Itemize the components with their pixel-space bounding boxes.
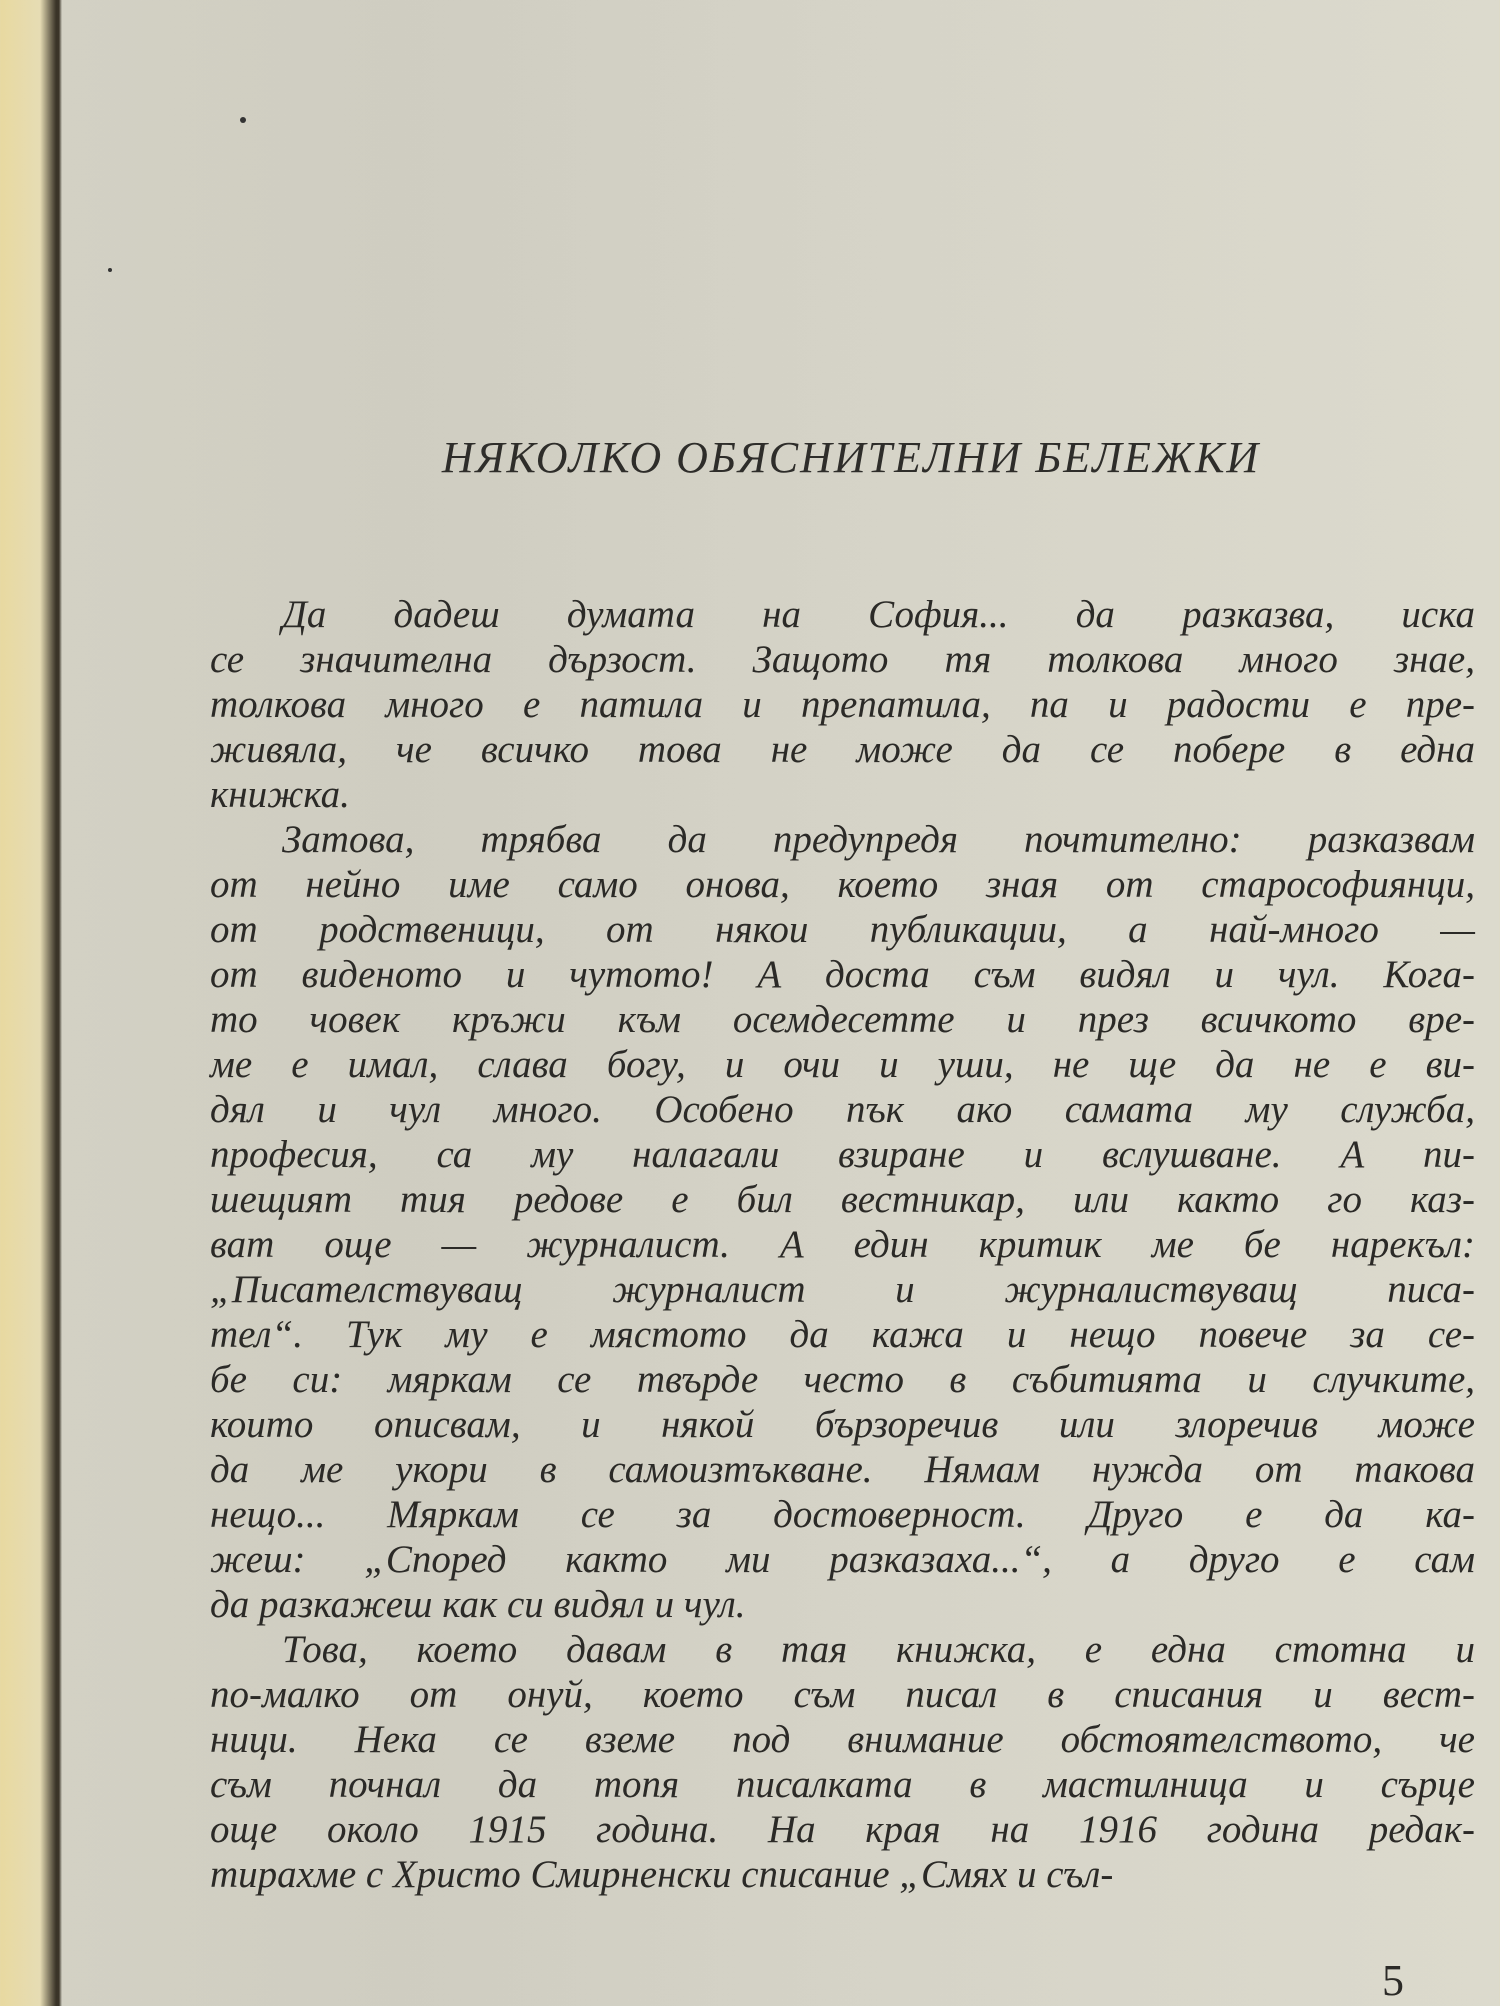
body-text: [210, 592, 1475, 1897]
text-line: които описвам, и някой бързоречив или злоречив може: [210, 1403, 1475, 1446]
text-line: съм почнал да топя писалката в мастилница и сърце: [210, 1763, 1475, 1806]
text-line: Това, което давам в тая книжка, е една стотна и: [282, 1628, 1475, 1671]
text-line: шещият тия редове е бил вестникар, или както го каз-: [210, 1178, 1475, 1221]
text-line: нещо... Мяркам се за достоверност. Друго е да ка-: [210, 1493, 1475, 1536]
text-line: дял и чул много. Особено пък ако самата му служба,: [210, 1088, 1475, 1131]
chapter-title: НЯКОЛКО ОБЯСНИТЕЛНИ БЕЛЕЖКИ: [441, 433, 1261, 482]
text-line: по-малко от онуй, което съм писал в списания и вест-: [210, 1673, 1475, 1716]
text-line: тел“. Тук му е мястото да кажа и нещо повече за се-: [210, 1313, 1475, 1356]
text-line: от родственици, от някои публикации, а най-много —: [210, 908, 1475, 951]
text-line: то човек кръжи към осемдесетте и през всичкото вре-: [210, 998, 1475, 1041]
text-line: живяла, че всичко това не може да се побере в една: [210, 728, 1475, 771]
text-line: ват още — журналист. А един критик ме бе нарекъл:: [210, 1223, 1475, 1266]
text-line: да разкажеш как си видял и чул.: [210, 1583, 746, 1626]
ink-speck: [240, 117, 246, 123]
text-line: още около 1915 година. На края на 1916 година редак-: [210, 1808, 1475, 1851]
text-line: професия, са му налагали взиране и вслушване. А пи-: [210, 1133, 1475, 1176]
page-number: 5: [1382, 1956, 1404, 2005]
text-line: ници. Нека се вземе под внимание обстоятелството, че: [210, 1718, 1475, 1761]
text-line: да ме укори в самоизтъкване. Нямам нужда от такова: [210, 1448, 1475, 1491]
text-line: жеш: „Според както ми разказаха...“, а друго е сам: [210, 1538, 1475, 1581]
text-line: книжка.: [210, 773, 350, 816]
text-line: толкова много е патила и препатила, па и радости е пре-: [210, 683, 1475, 726]
text-line: Да дадеш думата на София... да разказва, иска: [282, 593, 1475, 636]
text-line: бе си: мяркам се твърде често в събитията и случките,: [210, 1358, 1475, 1401]
text-line: „Писателствуващ журналист и журналиствуващ писа-: [210, 1268, 1475, 1311]
text-line: Затова, трябва да предупредя почтително: разказвам: [282, 818, 1475, 861]
text-line: от виденото и чутото! А доста съм видял и чул. Кога-: [210, 953, 1475, 996]
text-line: тирахме с Христо Смирненски списание „Смях и съл-: [210, 1853, 1114, 1896]
text-line: се значителна дързост. Защото тя толкова много знае,: [210, 638, 1475, 681]
text-line: от нейно име само онова, което зная от старософиянци,: [210, 863, 1475, 906]
book-page: [62, 0, 1500, 2005]
ink-speck: [108, 268, 112, 272]
text-line: ме е имал, слава богу, и очи и уши, не ще да не е ви-: [210, 1043, 1475, 1086]
